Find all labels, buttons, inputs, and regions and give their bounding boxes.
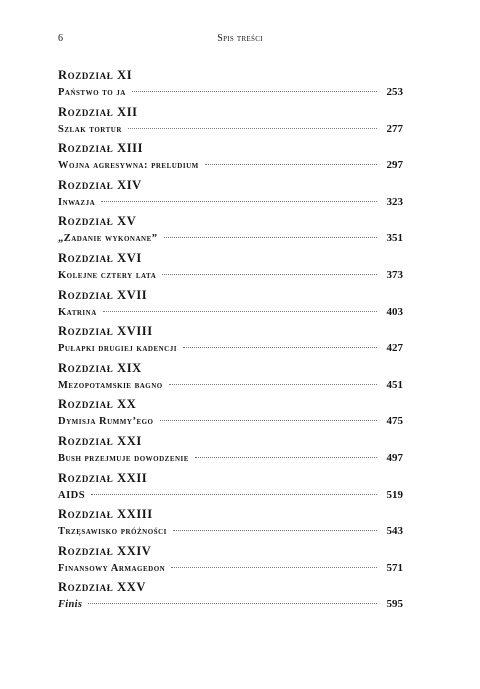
toc-entry xyxy=(58,178,403,215)
chapter-label: Rozdział XIII xyxy=(58,141,144,156)
toc-line xyxy=(58,596,403,612)
chapter-title: Finansowy Armagedon xyxy=(58,562,166,574)
chapter-page-number: 451 xyxy=(386,378,403,391)
toc-entry xyxy=(58,68,403,105)
toc-line xyxy=(58,340,403,356)
chapter-label: Rozdział XIV xyxy=(58,177,142,192)
chapter-page-number: 519 xyxy=(386,488,403,501)
chapter-title: Finis xyxy=(58,599,83,611)
toc-line xyxy=(58,560,403,576)
dot-leader xyxy=(132,91,377,92)
chapter-page-number: 543 xyxy=(386,525,403,538)
chapter-label: Rozdział XXIII xyxy=(58,507,153,522)
chapter-label: Rozdział XXV xyxy=(58,580,146,595)
chapter-label: Rozdział XX xyxy=(58,397,137,412)
chapter-title: Inwazja xyxy=(58,196,96,208)
chapter-page-number: 497 xyxy=(386,451,403,464)
dot-leader xyxy=(162,274,377,275)
toc-entry xyxy=(58,214,403,251)
dot-leader xyxy=(169,384,377,385)
dot-leader xyxy=(88,603,377,604)
toc-line xyxy=(58,194,403,210)
chapter-label: Rozdział XXI xyxy=(58,433,142,448)
toc-entry xyxy=(58,397,403,434)
dot-leader xyxy=(164,237,377,238)
dot-leader xyxy=(91,494,377,495)
chapter-title: Szlak tortur xyxy=(58,123,122,135)
chapter-title: Mezopotamskie bagno xyxy=(58,379,163,391)
chapter-page-number: 277 xyxy=(386,122,403,135)
chapter-label: Rozdział XIX xyxy=(58,360,142,375)
chapter-title: Trzęsawisko próżności xyxy=(58,526,167,538)
toc-entry xyxy=(58,434,403,471)
dot-leader xyxy=(205,164,377,165)
chapter-page-number: 297 xyxy=(386,159,403,172)
dot-leader xyxy=(128,128,377,129)
dot-leader xyxy=(101,201,377,202)
toc-entry xyxy=(58,361,403,398)
running-head-title: Spis treści xyxy=(217,33,263,44)
chapter-title: Bush przejmuje dowodzenie xyxy=(58,452,189,464)
toc-entry xyxy=(58,288,403,325)
dot-leader xyxy=(173,530,377,531)
chapter-label: Rozdział XV xyxy=(58,214,137,229)
dot-leader xyxy=(103,311,377,312)
chapter-title: „Zadanie wykonane” xyxy=(58,233,158,245)
running-head xyxy=(58,33,422,47)
toc-entry xyxy=(58,507,403,544)
chapter-title: Państwo to ja xyxy=(58,87,126,98)
chapter-title: Wojna agresywna: preludium xyxy=(58,160,199,172)
chapter-page-number: 323 xyxy=(386,195,403,208)
chapter-label: Rozdział XII xyxy=(58,104,138,119)
chapter-page-number: 571 xyxy=(386,561,403,574)
chapter-page-number: 595 xyxy=(386,598,403,611)
chapter-title: AIDS xyxy=(58,489,86,501)
chapter-label: Rozdział XXIV xyxy=(58,543,152,558)
toc-entry xyxy=(58,251,403,288)
toc-entry xyxy=(58,544,403,581)
chapter-title: Pułapki drugiej kadencji xyxy=(58,343,177,355)
toc-entry xyxy=(58,324,403,361)
chapter-title: Kolejne cztery lata xyxy=(58,269,157,281)
chapter-title: Dymisja Rummy’ego xyxy=(58,416,154,428)
page-number: 6 xyxy=(58,33,63,44)
chapter-page-number: 253 xyxy=(386,86,403,98)
toc-line xyxy=(58,157,403,173)
toc-entry xyxy=(58,580,403,617)
toc-entry xyxy=(58,471,403,508)
chapter-label: Rozdział XI xyxy=(58,68,133,82)
dot-leader xyxy=(195,457,377,458)
dot-leader xyxy=(171,567,377,568)
toc-line xyxy=(58,450,403,466)
toc-line xyxy=(58,267,403,283)
toc-line xyxy=(58,230,403,246)
chapter-page-number: 351 xyxy=(386,232,403,245)
dot-leader xyxy=(160,420,377,421)
toc-line xyxy=(58,523,403,539)
toc-entry xyxy=(58,141,403,178)
toc-line xyxy=(58,121,403,137)
toc-entry xyxy=(58,105,403,142)
chapter-label: Rozdział XVIII xyxy=(58,324,153,339)
chapter-title: Katrina xyxy=(58,306,97,318)
table-of-contents xyxy=(58,68,403,617)
dot-leader xyxy=(183,347,377,348)
chapter-label: Rozdział XVII xyxy=(58,287,148,302)
chapter-page-number: 373 xyxy=(386,268,403,281)
chapter-label: Rozdział XVI xyxy=(58,250,142,265)
chapter-page-number: 403 xyxy=(386,305,403,318)
chapter-label: Rozdział XXII xyxy=(58,470,148,485)
toc-line xyxy=(58,487,403,503)
chapter-page-number: 427 xyxy=(386,342,403,355)
toc-line xyxy=(58,377,403,393)
chapter-page-number: 475 xyxy=(386,415,403,428)
toc-line xyxy=(58,413,403,429)
toc-line xyxy=(58,304,403,320)
toc-line xyxy=(58,84,403,100)
